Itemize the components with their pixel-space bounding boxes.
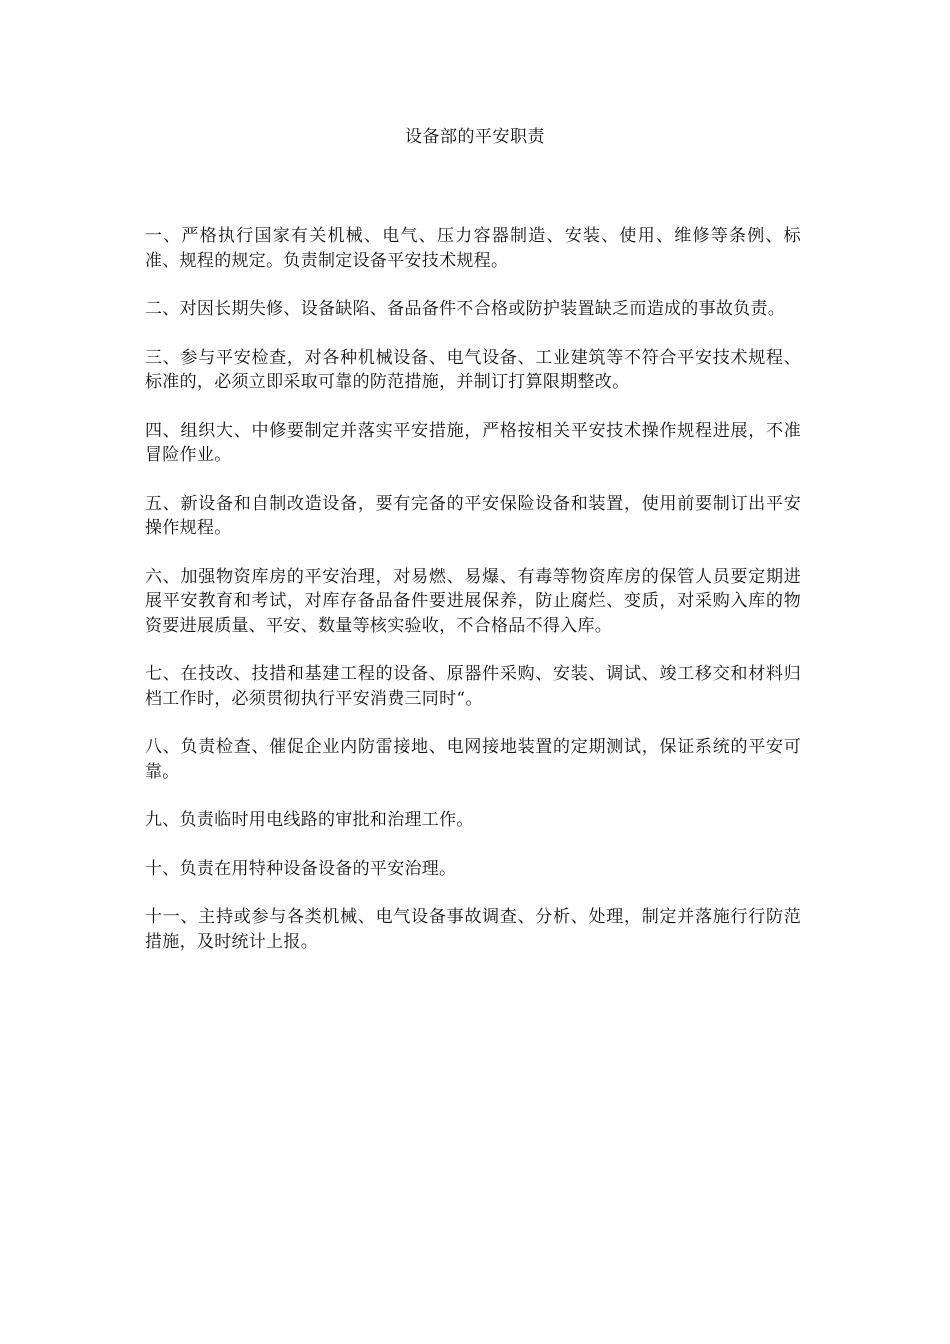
clause-7: 七、在技改、技措和基建工程的设备、原器件采购、安装、调试、竣工移交和材料归档工作时，必须贯彻执行平安消费三同时“。	[145, 664, 801, 709]
document-title: 设备部的平安职责	[405, 127, 545, 147]
clause-list	[145, 224, 801, 978]
clause-3: 三、参与平安检查，对各种机械设备、电气设备、工业建筑等不符合平安技术规程、标准的，必须立即采取可靠的防范措施，并制订打算限期整改。	[145, 347, 801, 392]
clause-1: 一、严格执行国家有关机械、电气、压力容器制造、安装、使用、维修等条例、标准、规程的规定。负责制定设备平安技术规程。	[145, 226, 801, 271]
clause-5: 五、新设备和自制改造设备，要有完备的平安保险设备和装置，使用前要制订出平安操作规程。	[145, 493, 801, 538]
clause-9: 九、负责临时用电线路的审批和治理工作。	[145, 810, 474, 830]
clause-10: 十、负责在用特种设备设备的平安治理。	[145, 858, 457, 879]
clause-11: 十一、主持或参与各类机械、电气设备事故调查、分析、处理，制定并落施行行防范措施，及时统计上报。	[145, 907, 801, 952]
clause-8: 八、负责检查、催促企业内防雷接地、电网接地装置的定期测试，保证系统的平安可靠。	[145, 737, 801, 782]
clause-6: 六、加强物资库房的平安治理，对易燃、易爆、有毒等物资库房的保管人员要定期进展平安教育和考试，对库存备品备件要进展保养，防止腐烂、变质，对采购入库的物资要进展质量、平安、数量等核实验收，不合格品不得入库。	[145, 566, 801, 636]
clause-2: 二、对因长期失修、设备缺陷、备品备件不合格或防护装置缺乏而造成的事故负责。	[145, 299, 786, 319]
clause-4: 四、组织大、中修要制定并落实平安措施，严格按相关平安技术操作规程进展，不准冒险作业。	[145, 420, 801, 465]
